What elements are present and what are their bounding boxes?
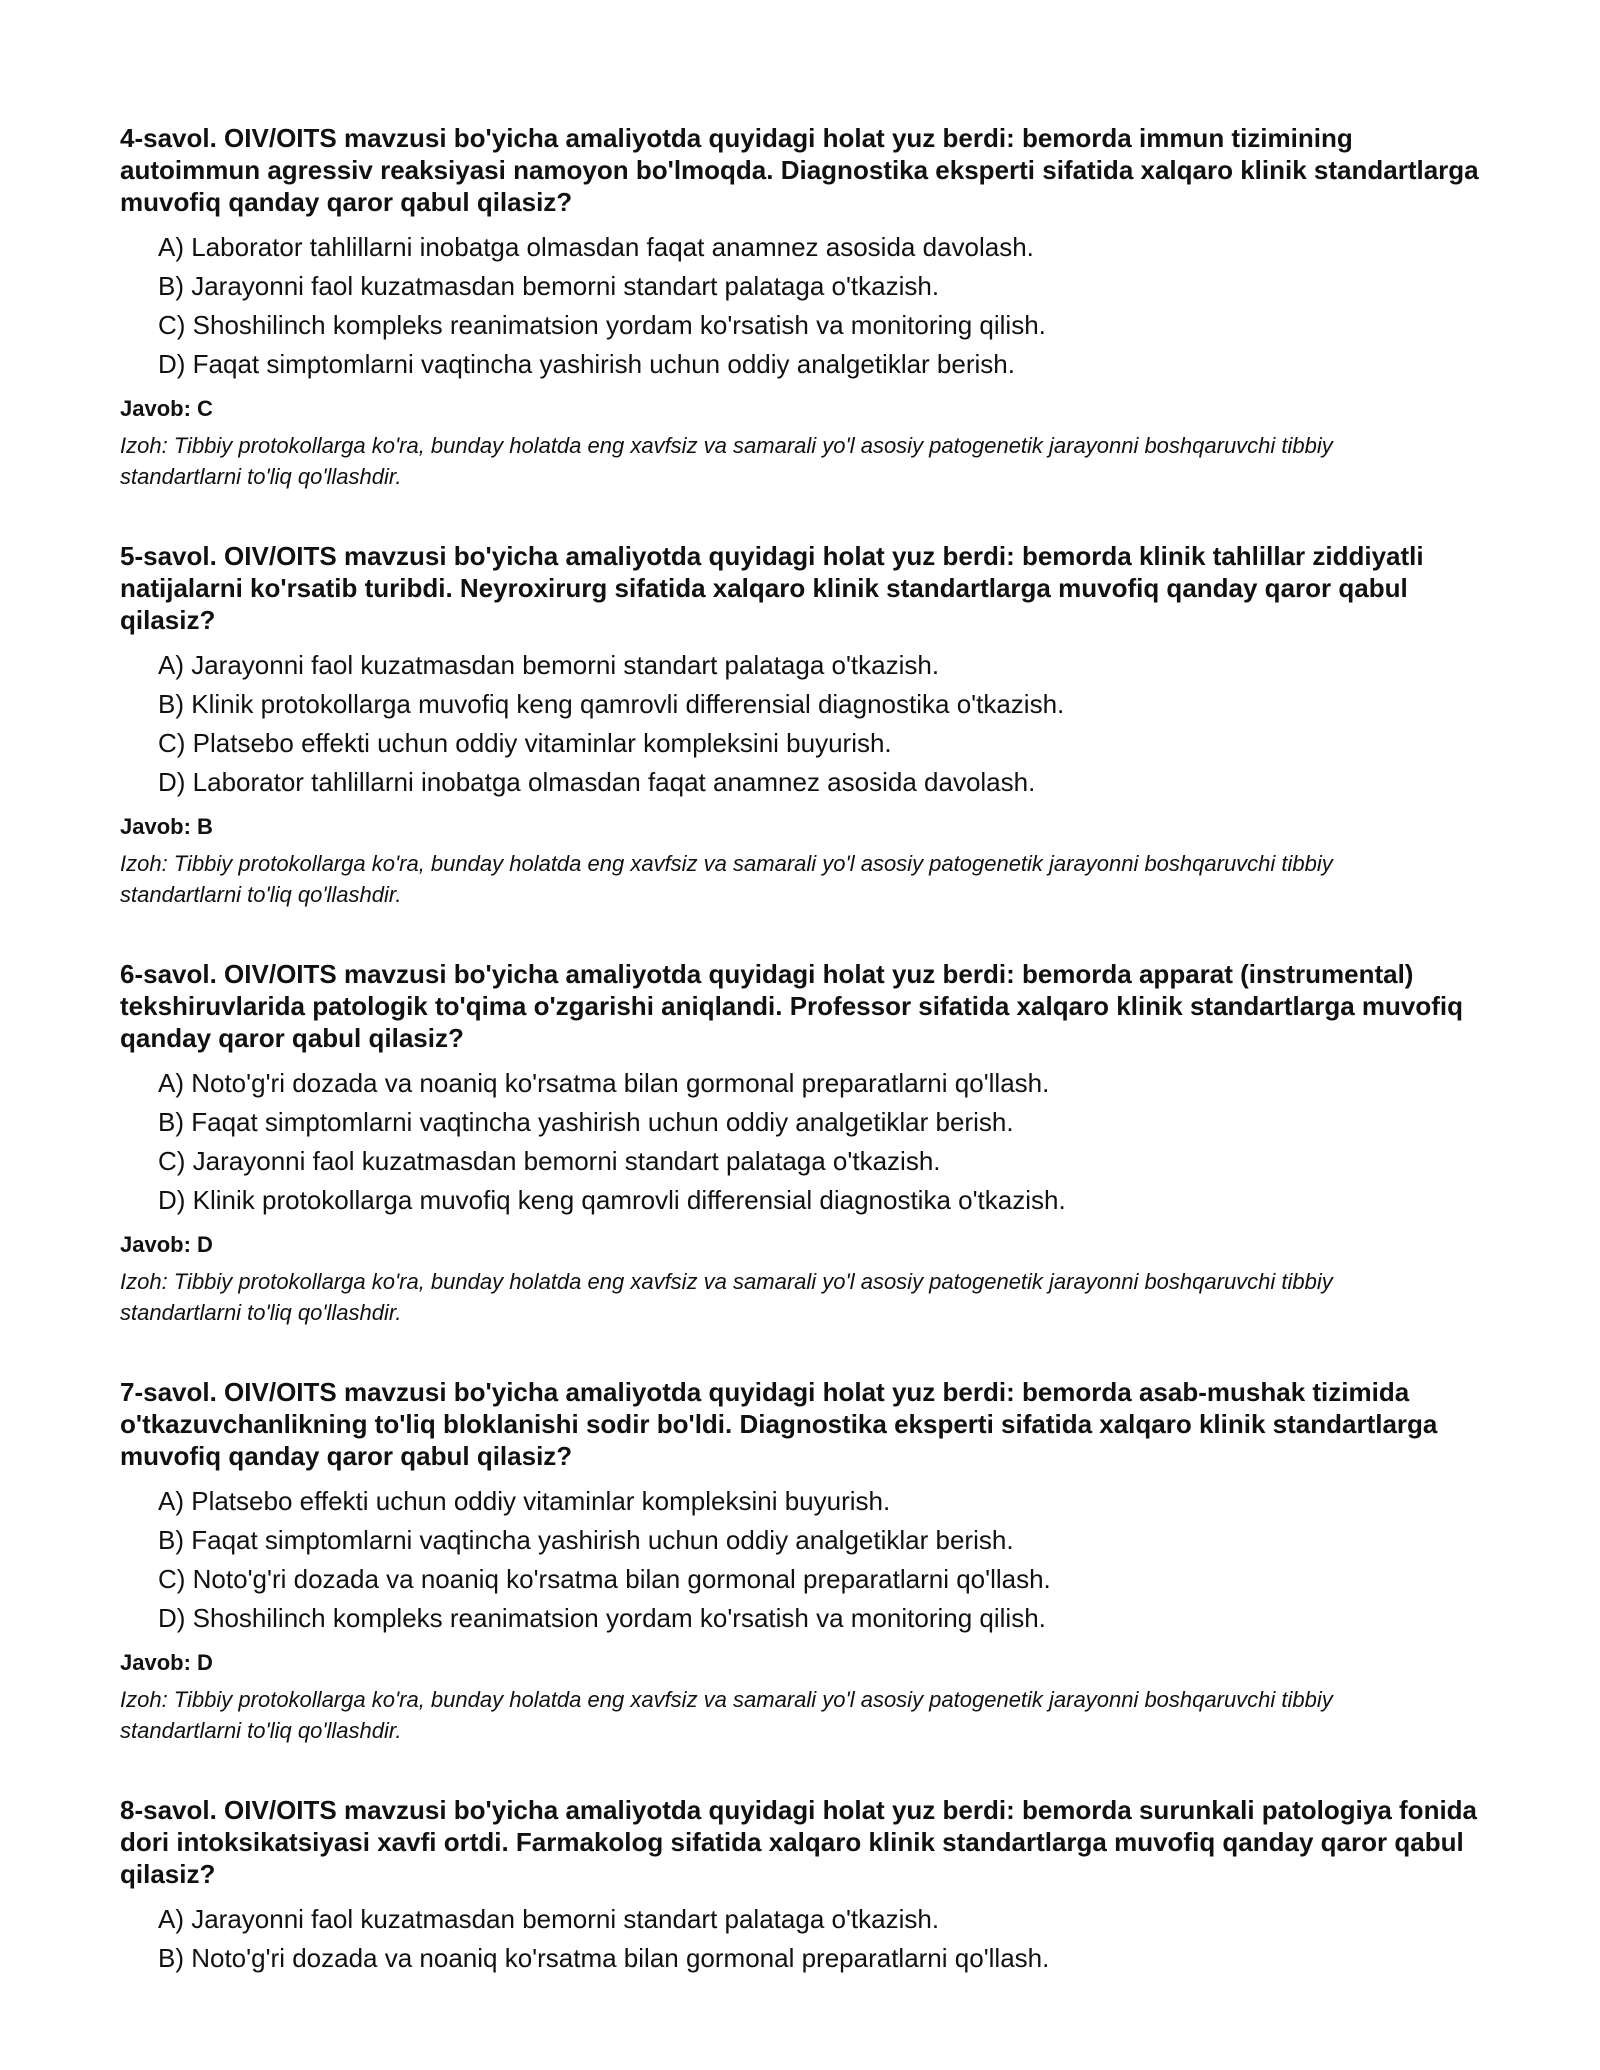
document-page <box>120 122 1500 2026</box>
question-text: 8-savol. OIV/OITS mavzusi bo'yicha amaliyotda quyidagi holat yuz berdi: bemorda surunkali patologiya fonida dori intoksikatsiyasi xavfi ortdi. Farmakolog sifatida xalqaro klinik standartlarga muvofiq qanday qaror qabul qilasiz? <box>120 1795 1478 1889</box>
option-item: D) Faqat simptomlarni vaqtincha yashirish uchun oddiy analgetiklar berish. <box>158 349 1015 379</box>
option-item: D) Klinik protokollarga muvofiq keng qamrovli differensial diagnostika o'tkazish. <box>158 1185 1066 1215</box>
explanation-note: Izoh: Tibbiy protokollarga ko'ra, bunday holatda eng xavfsiz va samarali yo'l asosiy patogenetik jarayonni boshqaruvchi tibbiy standartlarni to'liq qo'llashdir. <box>120 433 1333 489</box>
question-text: 7-savol. OIV/OITS mavzusi bo'yicha amaliyotda quyidagi holat yuz berdi: bemorda asab-mushak tizimida o'tkazuvchanlikning to'liq bloklanishi sodir bo'ldi. Diagnostika eksperti sifatida xalqaro klinik standartlarga muvofiq qanday qaror qabul qilasiz? <box>120 1377 1438 1471</box>
explanation-note: Izoh: Tibbiy protokollarga ko'ra, bunday holatda eng xavfsiz va samarali yo'l asosiy patogenetik jarayonni boshqaruvchi tibbiy standartlarni to'liq qo'llashdir. <box>120 851 1333 907</box>
option-item: C) Jarayonni faol kuzatmasdan bemorni standart palataga o'tkazish. <box>158 1146 941 1176</box>
question-block <box>120 1794 1500 1978</box>
option-list <box>120 1064 1500 1220</box>
option-item: B) Faqat simptomlarni vaqtincha yashirish uchun oddiy analgetiklar berish. <box>158 1525 1014 1555</box>
option-item: C) Platsebo effekti uchun oddiy vitaminlar kompleksini buyurish. <box>158 728 892 758</box>
question-block <box>120 540 1500 910</box>
option-item: A) Jarayonni faol kuzatmasdan bemorni standart palataga o'tkazish. <box>158 650 940 680</box>
option-list <box>120 646 1500 802</box>
option-item: A) Platsebo effekti uchun oddiy vitaminlar kompleksini buyurish. <box>158 1486 891 1516</box>
explanation-note: Izoh: Tibbiy protokollarga ko'ra, bunday holatda eng xavfsiz va samarali yo'l asosiy patogenetik jarayonni boshqaruvchi tibbiy standartlarni to'liq qo'llashdir. <box>120 1269 1333 1325</box>
explanation-note: Izoh: Tibbiy protokollarga ko'ra, bunday holatda eng xavfsiz va samarali yo'l asosiy patogenetik jarayonni boshqaruvchi tibbiy standartlarni to'liq qo'llashdir. <box>120 1687 1333 1743</box>
question-text: 5-savol. OIV/OITS mavzusi bo'yicha amaliyotda quyidagi holat yuz berdi: bemorda klinik tahlillar ziddiyatli natijalarni ko'rsatib turibdi. Neyroxirurg sifatida xalqaro klinik standartlarga muvofiq qanday qaror qabul qilasiz? <box>120 541 1424 635</box>
answer-label: Javob: C <box>120 396 213 421</box>
option-item: A) Jarayonni faol kuzatmasdan bemorni standart palataga o'tkazish. <box>158 1904 940 1934</box>
option-item: C) Shoshilinch kompleks reanimatsion yordam ko'rsatish va monitoring qilish. <box>158 310 1046 340</box>
option-item: B) Noto'g'ri dozada va noaniq ko'rsatma bilan gormonal preparatlarni qo'llash. <box>158 1943 1050 1973</box>
answer-label: Javob: D <box>120 1650 213 1675</box>
option-list <box>120 228 1500 384</box>
option-item: B) Jarayonni faol kuzatmasdan bemorni standart palataga o'tkazish. <box>158 271 940 301</box>
option-item: A) Laborator tahlillarni inobatga olmasdan faqat anamnez asosida davolash. <box>158 232 1034 262</box>
option-list <box>120 1482 1500 1638</box>
question-text: 6-savol. OIV/OITS mavzusi bo'yicha amaliyotda quyidagi holat yuz berdi: bemorda apparat (instrumental) tekshiruvlarida patologik to'qima o'zgarishi aniqlandi. Professor sifatida xalqaro klinik standartlarga muvofiq qanday qaror qabul qilasiz? <box>120 959 1464 1053</box>
answer-label: Javob: B <box>120 814 213 839</box>
question-block <box>120 958 1500 1328</box>
question-text: 4-savol. OIV/OITS mavzusi bo'yicha amaliyotda quyidagi holat yuz berdi: bemorda immun tizimining autoimmun agressiv reaksiyasi namoyon bo'lmoqda. Diagnostika eksperti sifatida xalqaro klinik standartlarga muvofiq qanday qaror qabul qilasiz? <box>120 123 1479 217</box>
option-item: D) Laborator tahlillarni inobatga olmasdan faqat anamnez asosida davolash. <box>158 767 1036 797</box>
option-item: B) Faqat simptomlarni vaqtincha yashirish uchun oddiy analgetiklar berish. <box>158 1107 1014 1137</box>
option-item: D) Shoshilinch kompleks reanimatsion yordam ko'rsatish va monitoring qilish. <box>158 1603 1046 1633</box>
question-block <box>120 122 1500 492</box>
option-item: B) Klinik protokollarga muvofiq keng qamrovli differensial diagnostika o'tkazish. <box>158 689 1065 719</box>
answer-label: Javob: D <box>120 1232 213 1257</box>
option-list <box>120 1900 1500 1978</box>
option-item: A) Noto'g'ri dozada va noaniq ko'rsatma bilan gormonal preparatlarni qo'llash. <box>158 1068 1050 1098</box>
question-block <box>120 1376 1500 1746</box>
option-item: C) Noto'g'ri dozada va noaniq ko'rsatma bilan gormonal preparatlarni qo'llash. <box>158 1564 1051 1594</box>
